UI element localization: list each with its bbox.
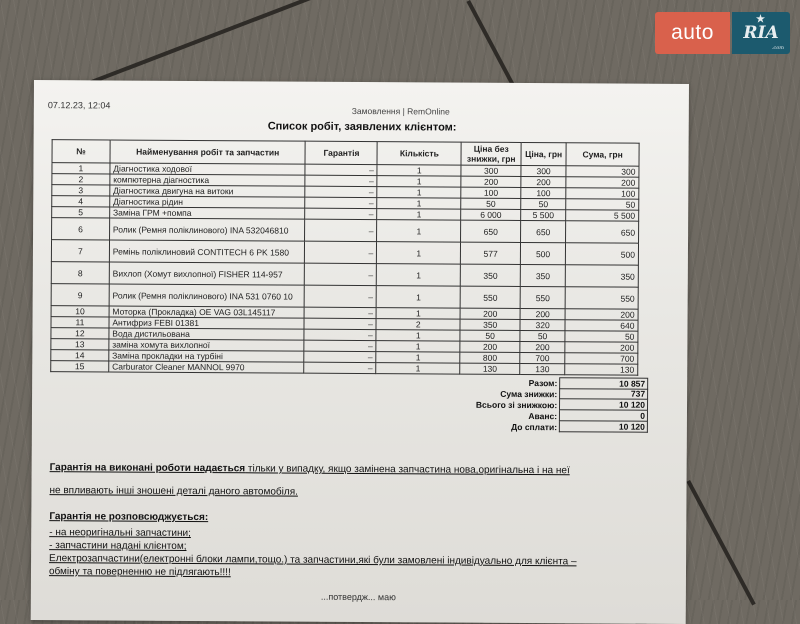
- row-price-full: 300: [461, 165, 521, 176]
- row-warranty: –: [305, 241, 377, 263]
- autoria-watermark: [655, 12, 790, 54]
- col-warranty: Гарантія: [305, 141, 377, 164]
- row-price: 100: [521, 187, 566, 198]
- warranty-note-rest: тільки у випадку, якщо замінена запчастина нова,оригінальна і на неї: [245, 463, 570, 477]
- row-sum: 640: [565, 320, 638, 331]
- row-number: 11: [51, 317, 109, 328]
- col-name: Найменування робіт та запчастин: [110, 140, 306, 164]
- row-qty: 1: [377, 220, 461, 243]
- row-name: Заміна прокладки на турбіні: [109, 350, 305, 362]
- row-price-full: 6 000: [461, 209, 521, 220]
- discount-row: [422, 387, 648, 399]
- row-warranty: –: [304, 351, 376, 362]
- advance-label: Аванс:: [528, 410, 558, 421]
- totals-block: [422, 376, 648, 432]
- row-qty: 1: [377, 198, 461, 210]
- cut-off-text: ...потвердж... маю: [320, 591, 396, 603]
- row-name: Вихлоп (Хомут вихлопної) FISHER 114-957: [109, 262, 305, 285]
- warranty-note-bold: Гарантія на виконані роботи надається: [49, 462, 246, 475]
- star-icon: ★: [756, 14, 765, 25]
- row-price: 700: [520, 352, 565, 363]
- document-source: Замовлення | RemOnline: [351, 105, 450, 117]
- row-sum: 130: [565, 364, 638, 375]
- row-warranty: –: [304, 329, 376, 340]
- to-pay-value: 10 120: [559, 421, 648, 433]
- total-discounted-row: [422, 398, 648, 410]
- col-number: №: [52, 140, 110, 163]
- row-price-full: 50: [460, 330, 520, 341]
- total-value: 10 857: [559, 377, 648, 390]
- advance-value: 0: [559, 410, 648, 422]
- no-warranty-item: - запчастини надані клієнтом;: [49, 540, 187, 552]
- total-discounted-label: Всього зі знижкою:: [475, 399, 558, 410]
- row-number: 8: [51, 262, 109, 284]
- row-price-full: 650: [461, 220, 521, 242]
- row-name: Антифриз FEBI 01381: [109, 317, 305, 329]
- row-name: Заміна ГРМ +помпа: [110, 207, 306, 219]
- watermark-ria: [732, 12, 790, 54]
- row-qty: 1: [376, 341, 460, 353]
- row-price: 130: [520, 363, 565, 374]
- row-warranty: –: [304, 318, 376, 329]
- row-price-full: 50: [461, 198, 521, 209]
- row-number: 10: [51, 306, 109, 317]
- no-warranty-item: Електрозапчастини(електронні блоки лампи,тощо.) та запчастини,які були замовлені індивідуально для клієнта –: [49, 553, 577, 568]
- row-name: заміна хомута вихлопної: [109, 339, 305, 351]
- row-name: Carburator Cleaner MANNOL 9970: [109, 361, 305, 373]
- row-price: 500: [521, 242, 566, 264]
- row-sum: 200: [565, 342, 638, 353]
- row-qty: 1: [377, 187, 461, 199]
- row-qty: 1: [377, 176, 461, 188]
- row-number: 15: [51, 361, 109, 372]
- row-sum: 300: [566, 166, 639, 177]
- row-sum: 700: [565, 353, 638, 364]
- row-number: 7: [51, 240, 109, 262]
- row-sum: 650: [566, 221, 639, 243]
- table-row: [51, 361, 638, 376]
- to-pay-row: [422, 420, 648, 432]
- no-warranty-item: - на неоригінальні запчастини;: [49, 527, 191, 539]
- row-number: 4: [52, 196, 110, 207]
- row-price-full: 350: [460, 264, 520, 286]
- row-sum: 50: [565, 331, 638, 342]
- row-qty: 1: [376, 363, 460, 375]
- warranty-note-line1: [50, 462, 570, 476]
- row-qty: 1: [377, 242, 461, 265]
- row-name: Вода дистильована: [109, 328, 305, 340]
- row-sum: 200: [565, 309, 638, 320]
- row-number: 9: [51, 284, 109, 306]
- row-warranty: –: [305, 263, 377, 285]
- row-warranty: –: [304, 362, 376, 373]
- row-price: 200: [520, 308, 565, 319]
- row-warranty: –: [305, 197, 377, 208]
- printed-order-sheet: [31, 80, 689, 624]
- row-number: 5: [52, 207, 110, 218]
- row-price: 550: [520, 286, 565, 308]
- row-qty: 1: [377, 264, 461, 287]
- row-qty: 1: [376, 286, 460, 309]
- floor-seam: [686, 480, 755, 605]
- row-price: 350: [520, 264, 565, 286]
- row-warranty: –: [305, 219, 377, 241]
- print-datetime: 07.12.23, 12:04: [47, 100, 111, 111]
- col-price: Ціна, грн: [521, 142, 566, 165]
- row-warranty: –: [304, 340, 376, 351]
- row-qty: 1: [377, 165, 461, 177]
- col-quantity: Кількість: [377, 142, 461, 166]
- row-name: Ремінь поліклиновий CONTITECH 6 PK 1580: [109, 240, 305, 263]
- row-price: 320: [520, 319, 565, 330]
- row-price-full: 200: [461, 176, 521, 187]
- watermark-com: .com: [771, 45, 784, 51]
- warranty-note-line2: не впливають інші зношені деталі даного автомобіля.: [49, 485, 298, 498]
- watermark-ria-text: RIA: [743, 23, 779, 43]
- row-price-full: 577: [461, 242, 521, 264]
- row-price: 200: [520, 341, 565, 352]
- row-name: Діагностика рідин: [110, 196, 306, 208]
- row-name: Ролик (Ремня поліклинового) INA 532046810: [109, 218, 305, 241]
- row-sum: 550: [565, 287, 638, 309]
- discount-value: 737: [559, 388, 648, 400]
- row-number: 12: [51, 328, 109, 339]
- row-price: 5 500: [521, 209, 566, 220]
- total-row: [422, 376, 648, 388]
- row-price-full: 200: [460, 341, 520, 352]
- row-qty: 1: [377, 209, 461, 221]
- row-number: 1: [52, 163, 110, 174]
- row-price-full: 130: [460, 363, 520, 374]
- row-warranty: –: [305, 186, 377, 197]
- row-qty: 1: [376, 352, 460, 364]
- row-price-full: 100: [461, 187, 521, 198]
- row-qty: 1: [376, 308, 460, 320]
- row-warranty: –: [305, 208, 377, 219]
- row-number: 13: [51, 339, 109, 350]
- row-price: 50: [520, 330, 565, 341]
- row-number: 14: [51, 350, 109, 361]
- row-price-full: 350: [460, 319, 520, 330]
- row-price: 50: [521, 198, 566, 209]
- row-sum: 200: [566, 177, 639, 188]
- document-title: Список робіт, заявлених клієнтом:: [267, 120, 457, 134]
- row-name: Ролик (Ремня поліклинового) INA 531 0760 10: [109, 284, 305, 307]
- row-name: Діагностика двигуна на витоки: [110, 185, 306, 197]
- row-name: Діагностика ходової: [110, 163, 306, 175]
- row-qty: 1: [376, 330, 460, 342]
- row-warranty: –: [305, 285, 377, 307]
- row-sum: 350: [565, 265, 638, 287]
- row-warranty: –: [305, 175, 377, 186]
- row-number: 2: [52, 174, 110, 185]
- row-qty: 2: [376, 319, 460, 331]
- no-warranty-title: Гарантія не розповсюджується:: [49, 511, 209, 524]
- row-price: 200: [521, 176, 566, 187]
- row-sum: 5 500: [566, 210, 639, 221]
- advance-row: [422, 409, 648, 421]
- row-name: компютерна діагностика: [110, 174, 306, 186]
- no-warranty-item: обміну та поверненню не підлягають!!!!: [48, 566, 231, 579]
- row-number: 6: [52, 218, 110, 240]
- row-sum: 100: [566, 188, 639, 199]
- row-price: 300: [521, 165, 566, 176]
- to-pay-label: До сплати:: [511, 421, 558, 432]
- col-price-full: Ціна без знижки, грн: [461, 142, 521, 165]
- row-sum: 50: [566, 199, 639, 210]
- row-warranty: –: [305, 307, 377, 318]
- row-name: Моторка (Прокладка) OE VAG 03L145117: [109, 306, 305, 318]
- row-warranty: –: [305, 164, 377, 175]
- total-label: Разом:: [528, 377, 558, 388]
- row-price-full: 200: [460, 308, 520, 319]
- total-discounted-value: 10 120: [559, 399, 648, 411]
- row-price: 650: [521, 220, 566, 242]
- col-sum: Сума, грн: [566, 143, 639, 166]
- row-price-full: 550: [460, 286, 520, 308]
- discount-label: Сума знижки:: [500, 388, 558, 399]
- row-price-full: 800: [460, 352, 520, 363]
- watermark-auto: auto: [655, 12, 730, 54]
- row-number: 3: [52, 185, 110, 196]
- works-parts-table: [50, 139, 639, 376]
- row-sum: 500: [565, 243, 638, 265]
